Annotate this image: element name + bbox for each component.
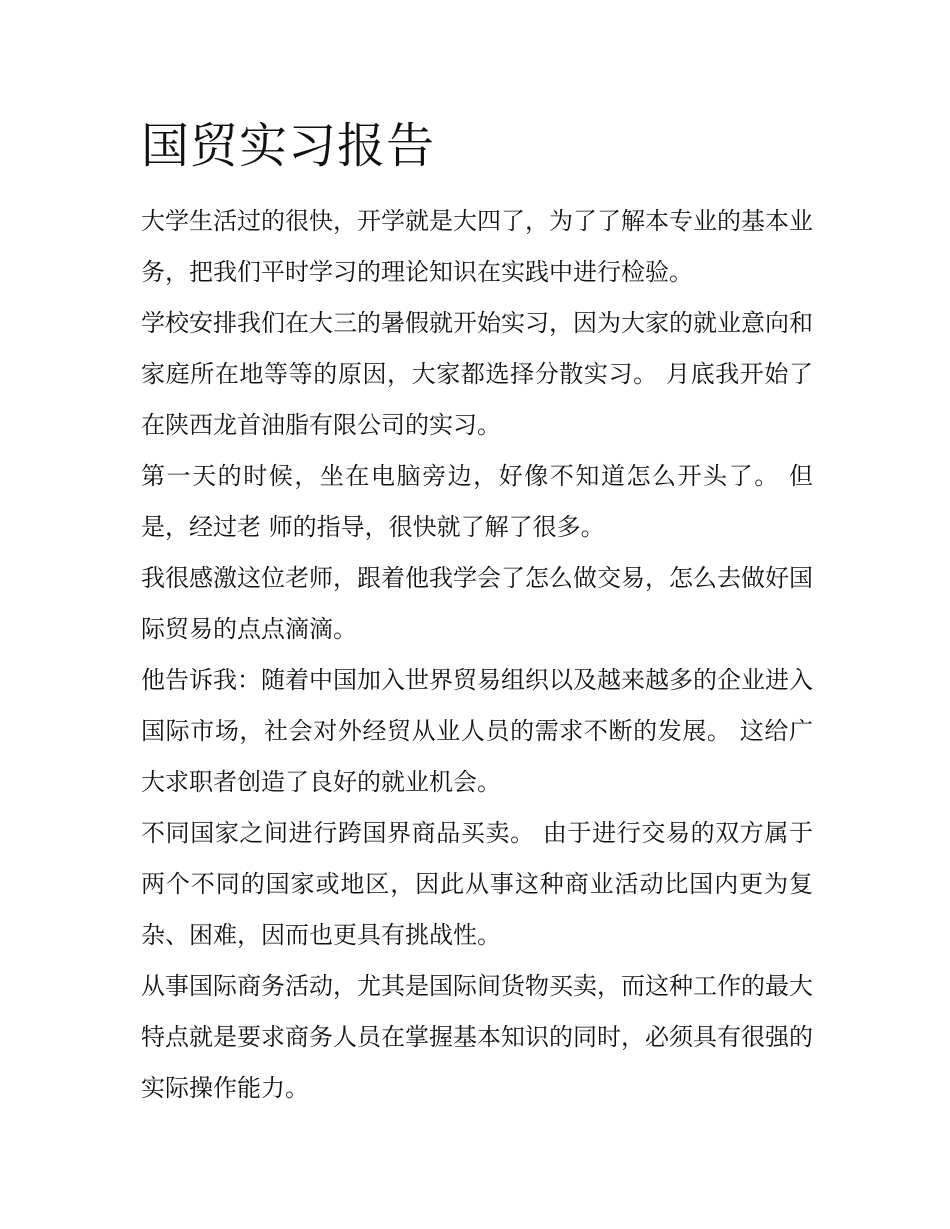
paragraph: 我很感激这位老师，跟着他我学会了怎么做交易，怎么去做好国际贸易的点点滴滴。 <box>141 564 813 643</box>
paragraph: 学校安排我们在大三的暑假就开始实习，因为大家的就业意向和家庭所在地等等的原因，大家都选择分散实习。 月底我开始了在陕西龙首油脂有限公司的实习。 <box>141 309 813 439</box>
document-body <box>141 196 821 1114</box>
paragraph: 第一天的时候，坐在电脑旁边，好像不知道怎么开头了。 但是，经过老 师的指导，很快就了解了很多。 <box>141 462 813 541</box>
paragraph: 从事国际商务活动，尤其是国际间货物买卖，而这种工作的最大特点就是要求商务人员在掌握基本知识的同时，必须具有很强的实际操作能力。 <box>141 972 813 1102</box>
paragraph: 不同国家之间进行跨国界商品买卖。 由于进行交易的双方属于两个不同的国家或地区，因此从事这种商业活动比国内更为复杂、困难，因而也更具有挑战性。 <box>141 819 813 949</box>
document-title: 国贸实习报告 <box>141 118 436 174</box>
paragraph: 大学生活过的很快，开学就是大四了，为了了解本专业的基本业务，把我们平时学习的理论知识在实践中进行检验。 <box>141 207 813 286</box>
paragraph: 他告诉我：随着中国加入世界贸易组织以及越来越多的企业进入国际市场，社会对外经贸从业人员的需求不断的发展。 这给广大求职者创造了良好的就业机会。 <box>141 666 813 796</box>
